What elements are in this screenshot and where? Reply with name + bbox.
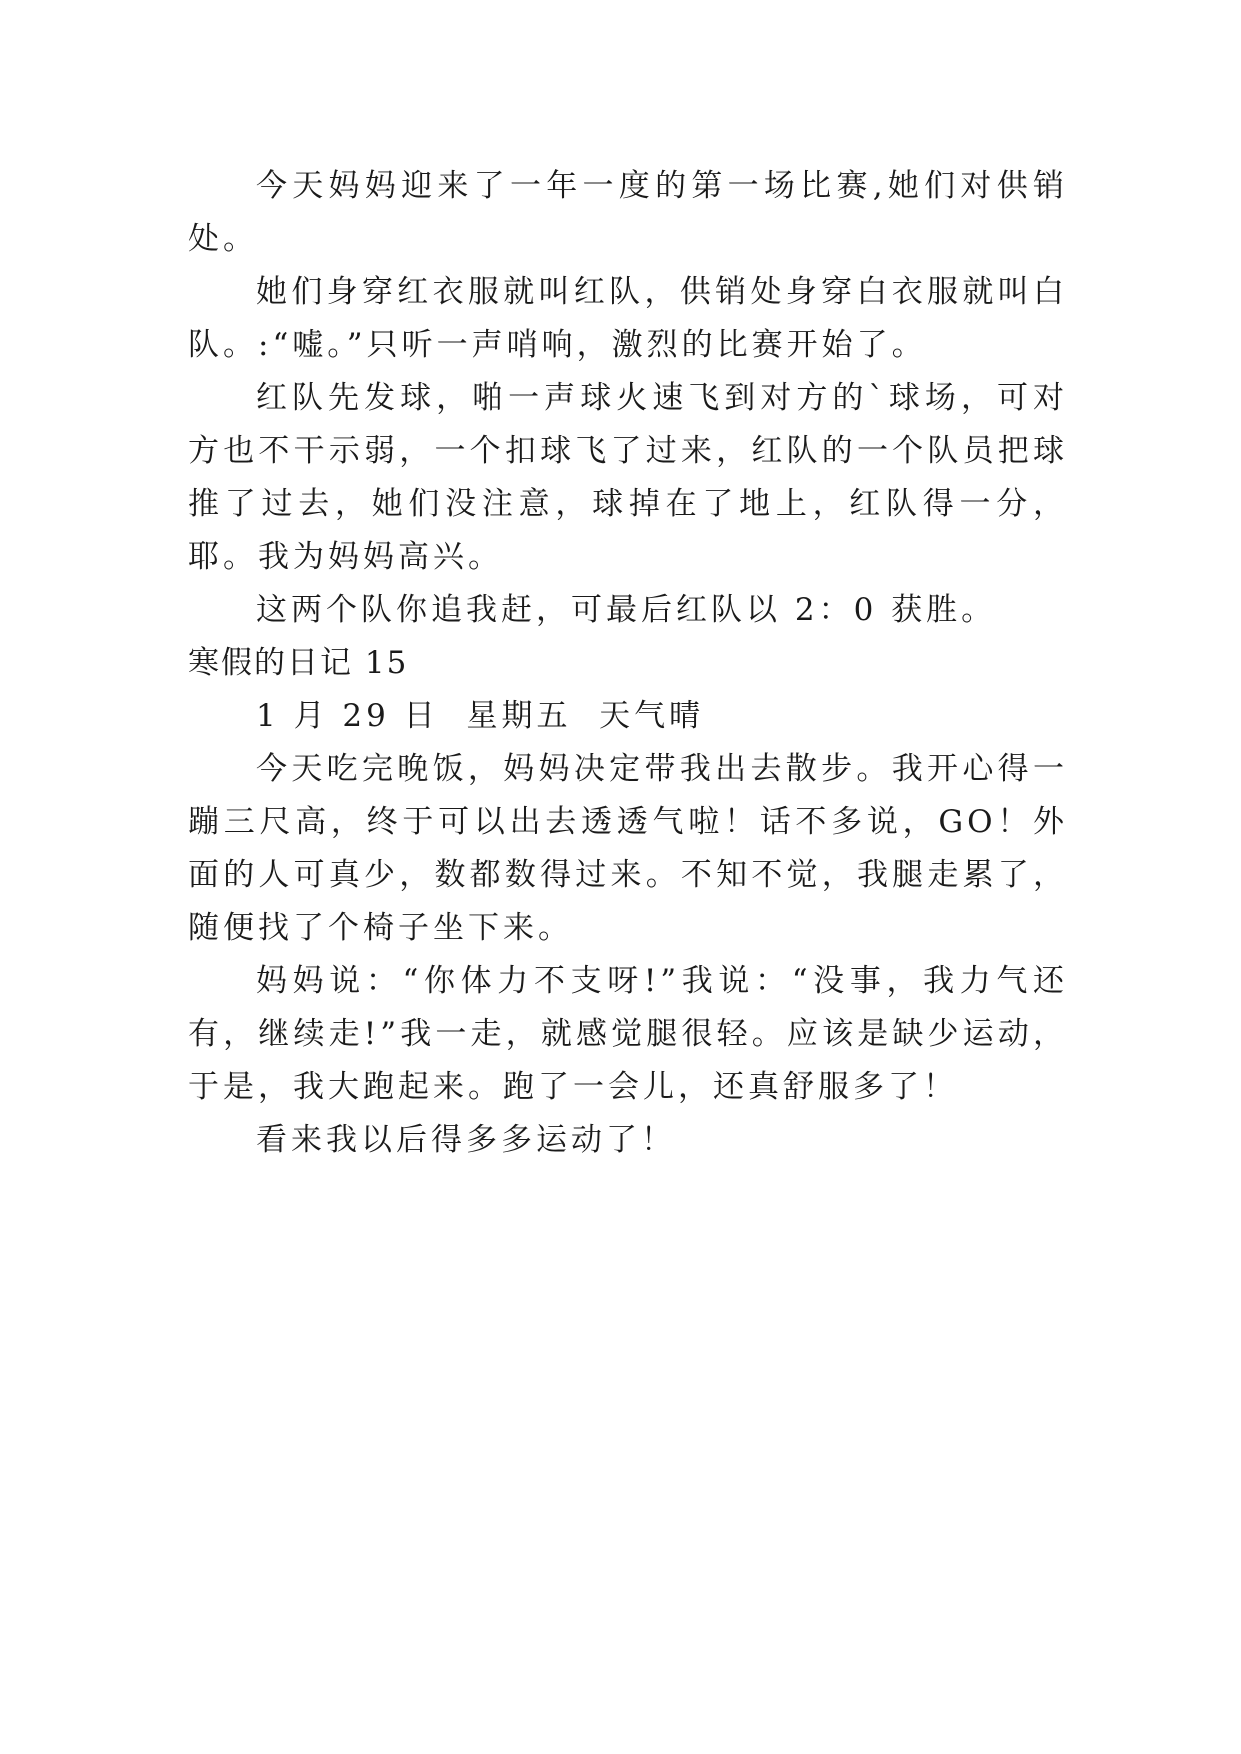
diary-heading: 寒假的日记 15 xyxy=(188,645,409,681)
paragraph-match-intro: 今天妈妈迎来了一年一度的第一场比赛,她们对供销处。 xyxy=(188,168,1068,257)
paragraph-match-result: 这两个队你追我赶，可最后红队以 2：0 获胜。 xyxy=(256,592,997,628)
document-body xyxy=(188,160,1068,1167)
paragraph-conclusion: 看来我以后得多多运动了！ xyxy=(256,1122,676,1158)
paragraph-match-play: 红队先发球，啪一声球火速飞到对方的`球场，可对方也不干示弱，一个扣球飞了过来，红队的一个队员把球推了过去，她们没注意，球掉在了地上，红队得一分，耶。我为妈妈高兴。 xyxy=(188,380,1068,575)
paragraph-teams: 她们身穿红衣服就叫红队，供销处身穿白衣服就叫白队。:“嘘。”只听一声哨响，激烈的比赛开始了。 xyxy=(188,274,1068,363)
paragraph-walk: 今天吃完晚饭，妈妈决定带我出去散步。我开心得一蹦三尺高，终于可以出去透透气啦！话不多说，GO！外面的人可真少，数都数得过来。不知不觉，我腿走累了，随便找了个椅子坐下来。 xyxy=(188,751,1068,946)
paragraph-dialogue: 妈妈说：“你体力不支呀!”我说：“没事，我力气还有，继续走!”我一走，就感觉腿很轻。应该是缺少运动，于是，我大跑起来。跑了一会儿，还真舒服多了！ xyxy=(188,963,1068,1105)
diary-date-line: 1 月 29 日 星期五 天气晴 xyxy=(256,698,705,734)
